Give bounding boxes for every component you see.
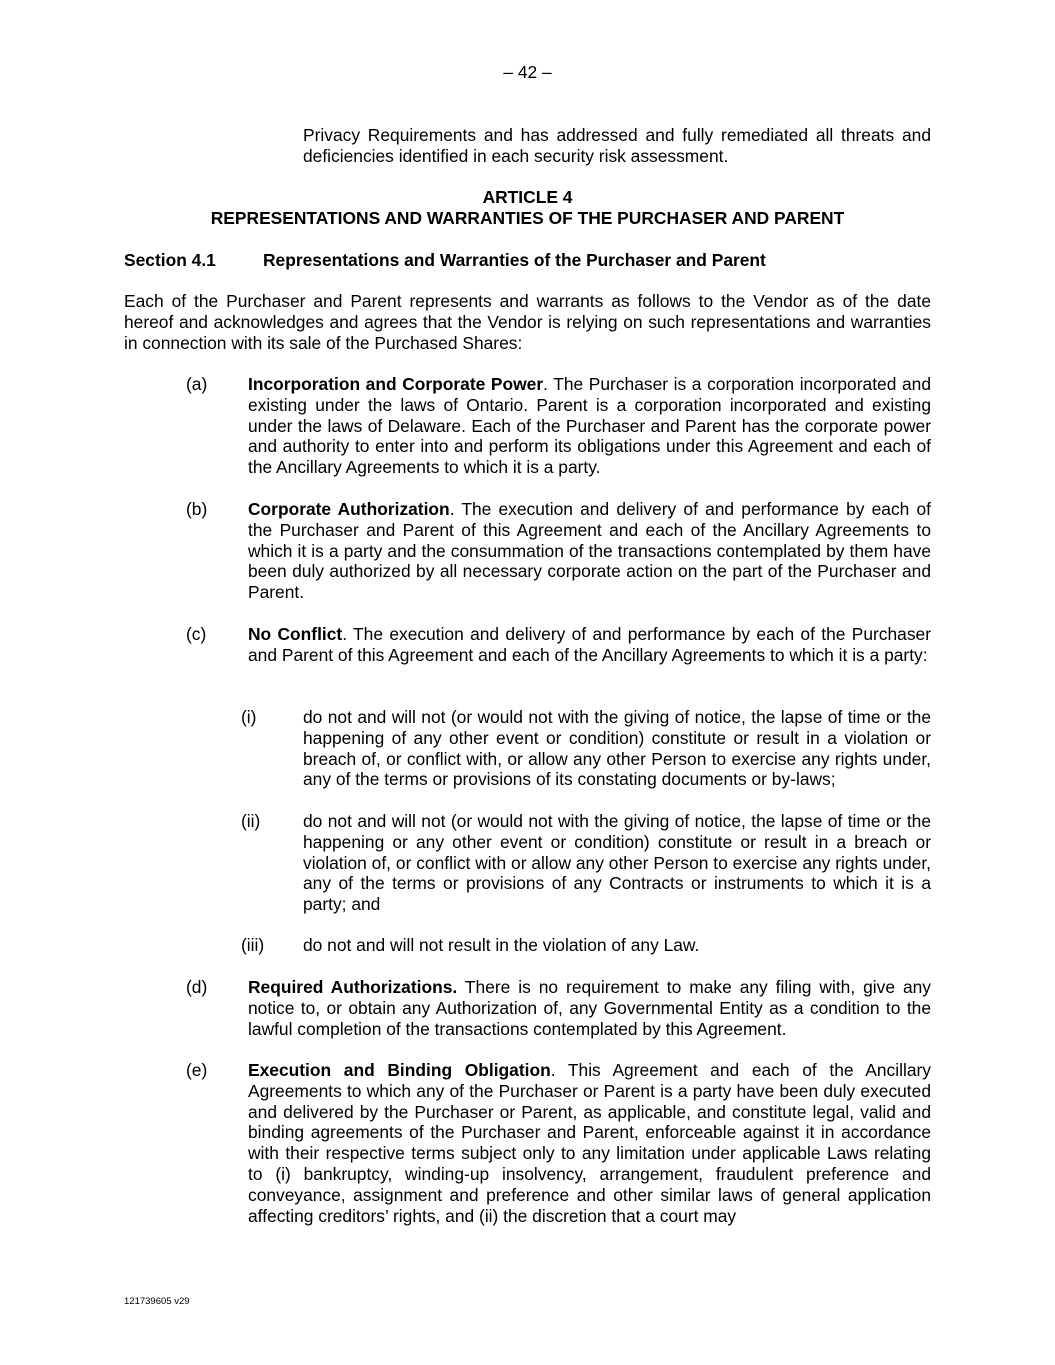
article-number: ARTICLE 4 (482, 187, 573, 207)
clause-label: (e) (186, 1060, 208, 1080)
clause-body (248, 1060, 931, 1226)
clause-body (248, 977, 931, 1039)
subclause-label: (i) (241, 707, 257, 727)
clause-text: There is no requirement to make any filing with, give any notice to, or obtain any Authorization of, any Governmental Entity as a condition to the lawful completion of the transactions contemplated by this Agreement. (248, 977, 931, 1039)
document-id-footer: 121739605 v29 (124, 1296, 190, 1307)
clause-a (186, 374, 931, 478)
clause-label: (c) (186, 624, 207, 644)
page-number: – 42 – (503, 62, 552, 82)
clause-c (186, 624, 931, 666)
subclause-ii (241, 811, 931, 915)
carry-over-paragraph: Privacy Requirements and has addressed and fully remediated all threats and deficiencies identified in each security risk assessment. (303, 125, 931, 166)
subclause-text: do not and will not result in the violation of any Law. (303, 935, 700, 955)
clause-body (248, 624, 931, 666)
section-title: Representations and Warranties of the Purchaser and Parent (263, 250, 766, 270)
subclause-iii (241, 935, 931, 956)
clause-term: No Conflict (248, 624, 343, 644)
clause-text: . The execution and delivery of and performance by each of the Purchaser and Parent of this Agreement and each of the Ancillary Agreements to which it is a party and the consummation of the transactions contemplated by them have been duly authorized by all necessary corporate action on the part of the Purchaser and Parent. (248, 499, 931, 603)
article-heading (124, 187, 931, 229)
clause-body (248, 374, 931, 478)
subclause-i (241, 707, 931, 790)
intro-paragraph: Each of the Purchaser and Parent represents and warrants as follows to the Vendor as of the date hereof and acknowledges and agrees that the Vendor is relying on such representations and warranties in connection with its sale of the Purchased Shares: (124, 291, 931, 353)
clause-text: . This Agreement and each of the Ancillary Agreements to which any of the Purchaser or Parent is a party have been duly executed and delivered by the Purchaser or Parent, as applicable, and constitute legal, valid and binding agreements of the Purchaser and Parent, enforceable against it in accordance with their respective terms subject only to any limitation under applicable Laws relating to (i) bankruptcy, winding-up insolvency, arrangement, fraudulent preference and conveyance, assignment and preference and other similar laws of general application affecting creditors’ rights, and (ii) the discretion that a court may (248, 1060, 931, 1226)
section-heading (124, 250, 931, 271)
clause-label: (d) (186, 977, 208, 997)
clause-label: (b) (186, 499, 208, 519)
subclause-label: (iii) (241, 935, 265, 955)
subclause-text: do not and will not (or would not with the giving of notice, the lapse of time or the happening or any other event or condition) constitute or result in a breach or violation of, or conflict with or allow any other Person to exercise any rights under, any of the terms or provisions of any Contracts or instruments to which it is a party; and (303, 811, 931, 915)
subclause-label: (ii) (241, 811, 261, 831)
clause-label: (a) (186, 374, 208, 394)
clause-body (248, 499, 931, 603)
clause-term: Execution and Binding Obligation (248, 1060, 551, 1080)
subclause-text: do not and will not (or would not with the giving of notice, the lapse of time or the happening of any other event or condition) constitute or result in a violation or breach of, or conflict with, or allow any other Person to exercise any rights under, any of the terms or provisions of its constating documents or by-laws; (303, 707, 931, 790)
section-number: Section 4.1 (124, 250, 216, 270)
clause-b (186, 499, 931, 603)
clause-d (186, 977, 931, 1039)
clause-term: Corporate Authorization (248, 499, 450, 519)
clause-text: . The execution and delivery of and performance by each of the Purchaser and Parent of this Agreement and each of the Ancillary Agreements to which it is a party: (248, 624, 931, 665)
clause-text: . The Purchaser is a corporation incorporated and existing under the laws of Ontario. Parent is a corporation incorporated and existing under the laws of Delaware. Each of the Purchaser and Parent has the corporate power and authority to enter into and perform its obligations under this Agreement and each of the Ancillary Agreements to which it is a party. (248, 374, 931, 478)
clause-term: Required Authorizations. (248, 977, 458, 997)
clause-term: Incorporation and Corporate Power (248, 374, 544, 394)
clause-e (186, 1060, 931, 1226)
article-title: REPRESENTATIONS AND WARRANTIES OF THE PURCHASER AND PARENT (210, 207, 845, 228)
